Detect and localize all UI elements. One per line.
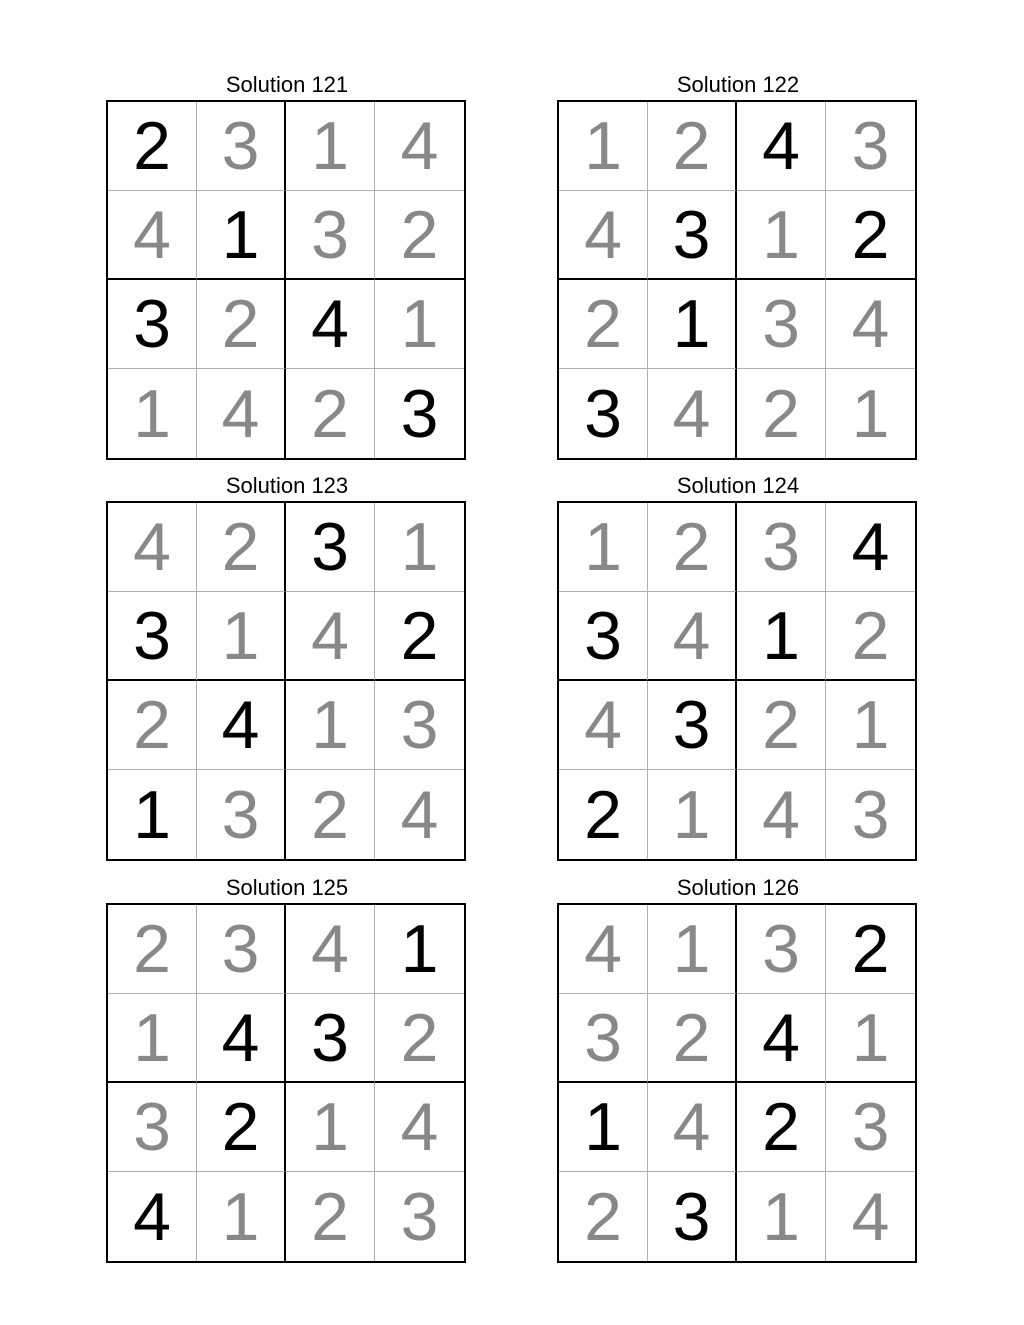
solved-cell: 3	[737, 280, 826, 369]
given-cell: 3	[108, 592, 197, 681]
given-cell: 2	[197, 1083, 286, 1172]
puzzle-title: Solution 125	[225, 875, 349, 900]
given-cell: 2	[826, 191, 915, 280]
puzzle-title: Solution 122	[676, 72, 800, 97]
given-cell: 3	[286, 503, 375, 592]
puzzle-title: Solution 126	[676, 875, 800, 900]
given-cell: 2	[826, 905, 915, 994]
solved-cell: 2	[197, 280, 286, 369]
given-cell: 1	[197, 191, 286, 280]
given-cell: 1	[108, 770, 197, 859]
solved-cell: 4	[197, 369, 286, 458]
solved-cell: 3	[559, 994, 648, 1083]
solved-cell: 3	[197, 770, 286, 859]
given-cell: 1	[375, 905, 464, 994]
solved-cell: 1	[737, 191, 826, 280]
solved-cell: 1	[197, 1172, 286, 1261]
solved-cell: 1	[559, 503, 648, 592]
solved-cell: 3	[826, 1083, 915, 1172]
given-cell: 3	[286, 994, 375, 1083]
puzzle-title: Solution 123	[225, 473, 349, 498]
sudoku-grid	[557, 903, 917, 1263]
solved-cell: 4	[648, 1083, 737, 1172]
given-cell: 1	[737, 592, 826, 681]
solved-cell: 3	[400, 1178, 439, 1255]
sudoku-grid	[106, 100, 466, 460]
solved-cell: 3	[826, 102, 915, 191]
solved-cell: 4	[400, 776, 439, 853]
solved-cell: 4	[648, 592, 737, 681]
solved-cell: 1	[737, 1172, 826, 1261]
given-cell: 4	[197, 681, 286, 770]
given-cell: 3	[400, 375, 439, 452]
given-cell: 3	[648, 681, 737, 770]
given-cell: 2	[108, 102, 197, 191]
sudoku-grid	[557, 100, 917, 460]
sudoku-grid	[106, 903, 466, 1263]
solved-cell: 1	[826, 681, 915, 770]
solved-cell: 4	[286, 905, 375, 994]
solved-cell: 3	[197, 102, 286, 191]
puzzle-title: Solution 124	[676, 473, 800, 498]
solved-cell: 2	[559, 1172, 648, 1261]
solved-cell: 2	[648, 102, 737, 191]
solved-cell: 4	[108, 503, 197, 592]
solved-cell: 1	[108, 369, 197, 458]
given-cell: 3	[559, 592, 648, 681]
solved-cell: 1	[559, 102, 648, 191]
solved-cell: 4	[737, 770, 826, 859]
solved-cell: 4	[375, 102, 464, 191]
solved-cell: 2	[737, 681, 826, 770]
solved-cell: 3	[737, 503, 826, 592]
solved-cell: 3	[737, 905, 826, 994]
given-cell: 1	[559, 1083, 648, 1172]
solved-cell: 1	[375, 280, 464, 369]
solved-cell: 4	[559, 681, 648, 770]
solved-cell: 1	[197, 592, 286, 681]
solved-cell: 2	[648, 994, 737, 1083]
puzzle-title: Solution 121	[225, 72, 349, 97]
solved-cell: 3	[375, 681, 464, 770]
solved-cell: 2	[286, 1172, 375, 1261]
solved-cell: 2	[648, 503, 737, 592]
solved-cell: 3	[851, 776, 890, 853]
solved-cell: 1	[286, 102, 375, 191]
given-cell: 3	[108, 280, 197, 369]
given-cell: 4	[286, 280, 375, 369]
solved-cell: 3	[286, 191, 375, 280]
given-cell: 4	[826, 503, 915, 592]
given-cell: 4	[737, 102, 826, 191]
given-cell: 3	[648, 1172, 737, 1261]
solved-cell: 4	[559, 905, 648, 994]
solved-cell: 2	[375, 994, 464, 1083]
solved-cell: 1	[286, 681, 375, 770]
solved-cell: 4	[375, 1083, 464, 1172]
solved-cell: 4	[826, 280, 915, 369]
solved-cell: 2	[737, 369, 826, 458]
solved-cell: 2	[108, 905, 197, 994]
solved-cell: 2	[826, 592, 915, 681]
solved-cell: 1	[826, 994, 915, 1083]
solved-cell: 2	[108, 681, 197, 770]
given-cell: 4	[108, 1172, 197, 1261]
solved-cell: 4	[851, 1178, 890, 1255]
solved-cell: 1	[375, 503, 464, 592]
solved-cell: 1	[648, 770, 737, 859]
solved-cell: 2	[375, 191, 464, 280]
solved-cell: 3	[197, 905, 286, 994]
sudoku-grid	[557, 501, 917, 861]
given-cell: 1	[648, 280, 737, 369]
solved-cell: 1	[286, 1083, 375, 1172]
given-cell: 3	[559, 369, 648, 458]
solved-cell: 2	[197, 503, 286, 592]
given-cell: 4	[197, 994, 286, 1083]
given-cell: 3	[648, 191, 737, 280]
solved-cell: 4	[559, 191, 648, 280]
solved-cell: 2	[559, 280, 648, 369]
solved-cell: 1	[851, 375, 890, 452]
solved-cell: 2	[286, 369, 375, 458]
given-cell: 2	[559, 770, 648, 859]
solved-cell: 4	[108, 191, 197, 280]
given-cell: 4	[737, 994, 826, 1083]
given-cell: 2	[375, 592, 464, 681]
solved-cell: 1	[108, 994, 197, 1083]
solved-cell: 1	[648, 905, 737, 994]
solved-cell: 4	[648, 369, 737, 458]
given-cell: 2	[737, 1083, 826, 1172]
solved-cell: 4	[286, 592, 375, 681]
solved-cell: 2	[286, 770, 375, 859]
sudoku-grid	[106, 501, 466, 861]
solved-cell: 3	[108, 1083, 197, 1172]
